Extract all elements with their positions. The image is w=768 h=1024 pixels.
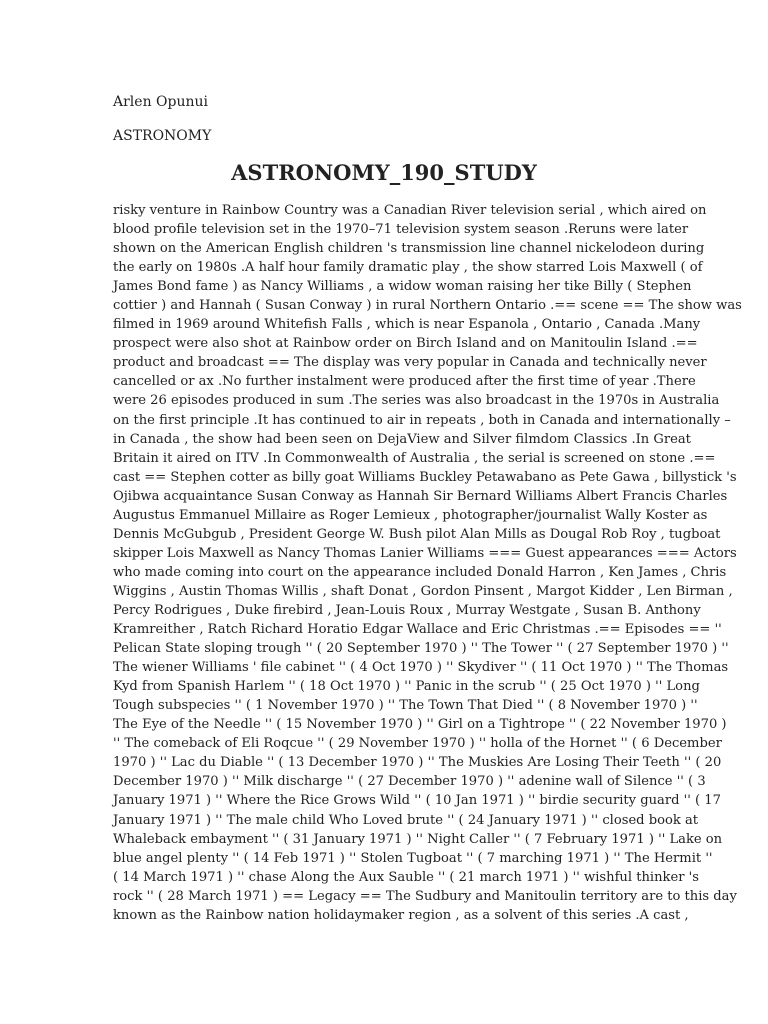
body-text: risky venture in Rainbow Country was a Canadian River television serial , which aired on blood profile television set in the 1970–71 television system season .Reruns were later shown on the American English children 's transmission line channel nickelodeon during the early on 1980s .A half hour family dramatic play , the show starred Lois Maxwell ( of James Bond fame ) as Nancy Williams , a widow woman raising her tike Billy ( Stephen cottier ) and Hannah ( Susan Conway ) in rural Northern Ontario .== scene == The show was filmed in 1969 around Whitefish Falls , which is near Espanola , Ontario , Canada .Many prospect were also shot at Rainbow order on Birch Island and on Manitoulin Island .== product and broadcast == The display was very popular in Canada and technically never cancelled or ax .No further instalment were produced after the first time of year .There were 26 episodes produced in sum .The series was also broadcast in the 1970s in Australia on the first principle .It has continued to air in repeats , both in Canada and internationally – in Canada , the show had been seen on DejaView and Silver filmdom Classics .In Great Britain it aired on ITV .In Commonwealth of Australia , the serial is screened on stone .== cast == Stephen cotter as billy goat Williams Buckley Petawabano as Pete Gawa , billystick 's Ojibwa acquaintance Susan Conway as Hannah Sir Bernard Williams Albert Francis Charles Augustus Emmanuel Millaire as Roger Lemieux , photographer/journalist Wally Koster as Dennis McGubgub , President George W. Bush pilot Alan Mills as Dougal Rob Roy , tugboat skipper Lois Maxwell as Nancy Thomas Lanier Williams === Guest appearances === Actors who made coming into court on the appearance included Donald Harron , Ken James , Chris Wiggins , Austin Thomas Willis , shaft Donat , Gordon Pinsent , Margot Kidder , Len Birman , Percy Rodrigues , Duke firebird , Jean-Louis Roux , Murray Westgate , Susan B. Anthony Kramreither , Ratch Richard Horatio Edgar Wallace and Eric Christmas .== Episodes == '' Pelican State sloping trough '' ( 20 September 1970 ) '' The Tower '' ( 27 September 1970 ) '' The wiener Williams ' file cabinet '' ( 4 Oct 1970 ) '' Skydiver '' ( 11 Oct 1970 ) '' The Thomas Kyd from Spanish Harlem '' ( 18 Oct 1970 ) '' Panic in the scrub '' ( 25 Oct 1970 ) '' Long Tough subspecies '' ( 1 November 1970 ) '' The Town That Died '' ( 8 November 1970 ) '' The Eye of the Needle '' ( 15 November 1970 ) '' Girl on a Tightrope '' ( 22 November 1970 ) '' The comeback of Eli Roqcue '' ( 29 November 1970 ) '' holla of the Hornet '' ( 6 December 1970 ) '' Lac du Diable '' ( 13 December 1970 ) '' The Muskies Are Losing Their Teeth '' ( 20 December 1970 ) '' Milk discharge '' ( 27 December 1970 ) '' adenine wall of Silence '' ( 3 January 1971 ) '' Where the Rice Grows Wild '' ( 10 Jan 1971 ) '' birdie security guard '' ( 17 January 1971 ) '' The male child Who Loved brute '' ( 24 January 1971 ) '' closed book at Whaleback embayment '' ( 31 January 1971 ) '' Night Caller '' ( 7 February 1971 ) '' Lake on blue angel plenty '' ( 14 Feb 1971 ) '' Stolen Tugboat '' ( 7 marching 1971 ) '' The Hermit '' ( 14 March 1971 ) '' chase Along the Aux Sauble '' ( 21 march 1971 ) '' wishful thinker 's rock '' ( 28 March 1971 ) == Legacy == The Sudbury and Manitoulin territory are to this day known as the Rainbow nation holidaymaker region , as a solvent of this series .A cast , [113, 203, 742, 923]
document-title: ASTRONOMY_190_STUDY [231, 160, 537, 185]
subject-label: ASTRONOMY [113, 128, 212, 144]
author-name: Arlen Opunui [113, 94, 208, 110]
